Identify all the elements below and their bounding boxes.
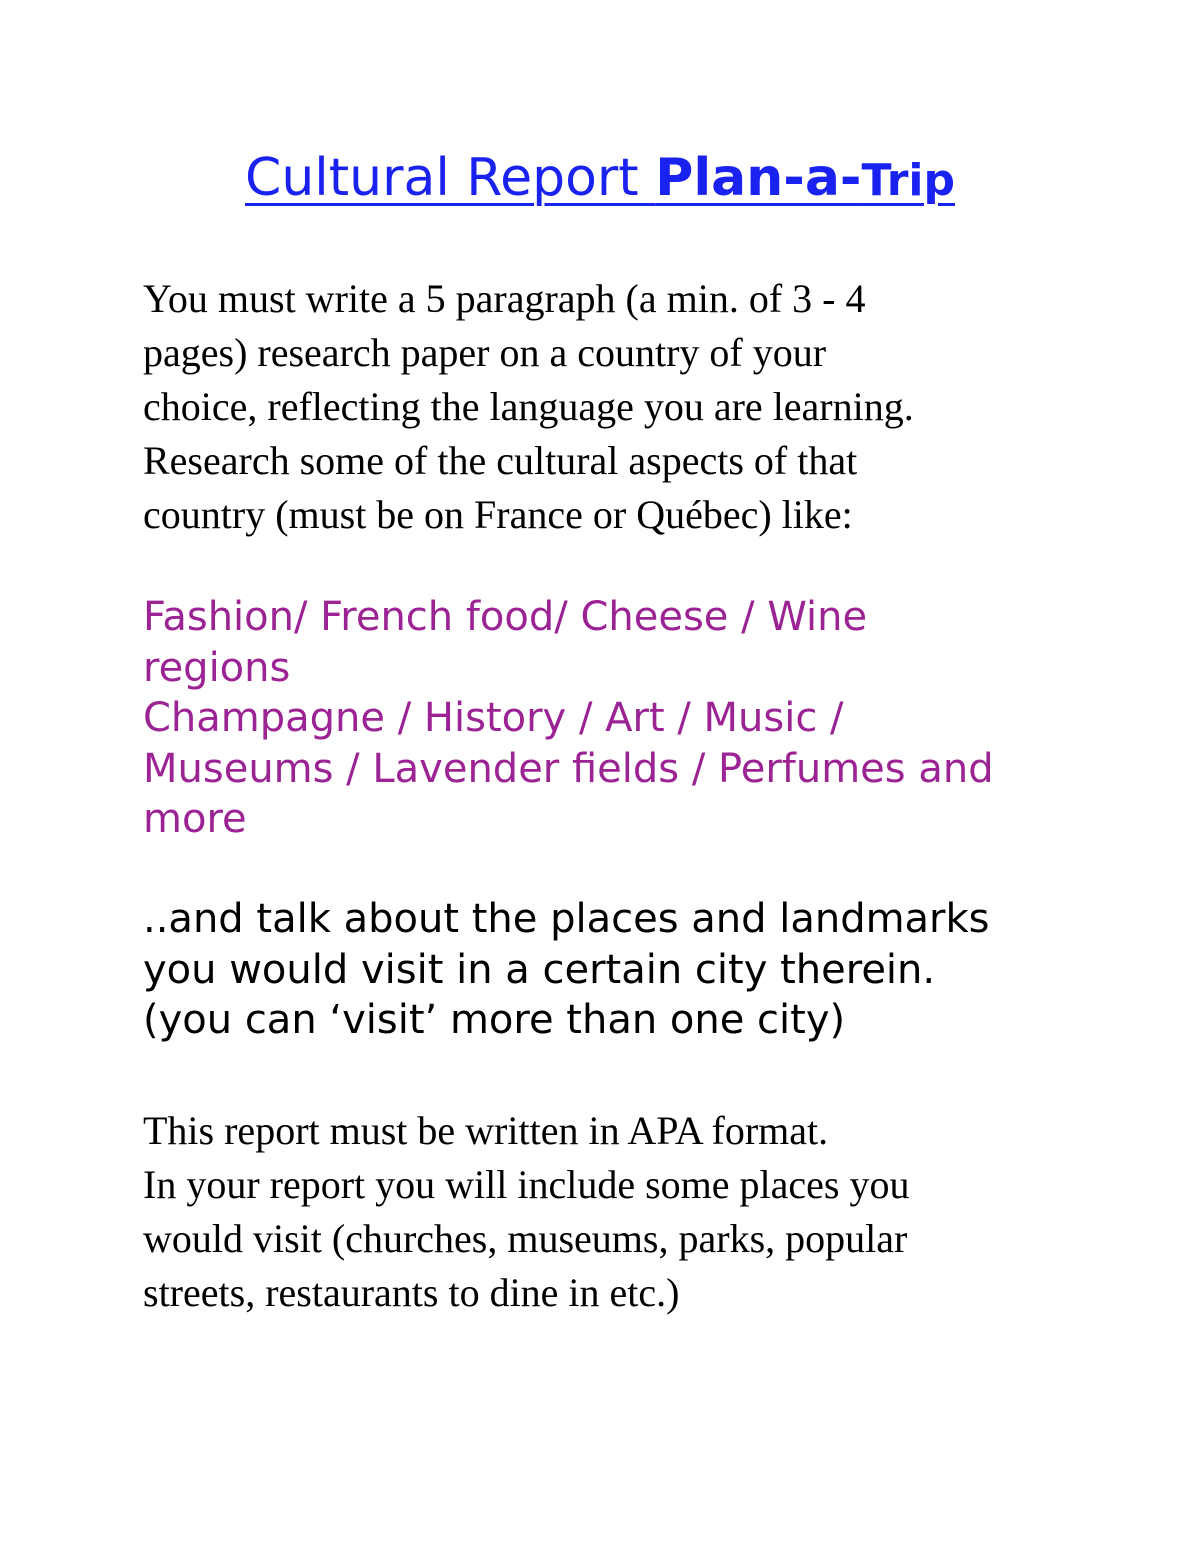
- requirements-line: In your report you will include some places you: [143, 1162, 910, 1207]
- topics-line: Fashion/ French food/ Cheese / Wine: [143, 594, 868, 640]
- topics-line: more: [143, 796, 247, 842]
- title-part-bold-small: Trip: [861, 155, 955, 206]
- places-line: ..and talk about the places and landmarks: [143, 896, 990, 942]
- topics-list: [143, 592, 1103, 845]
- topics-line: Champagne / History / Art / Music /: [143, 695, 844, 741]
- requirements-line: This report must be written in APA format.: [143, 1108, 829, 1153]
- title-part-regular: Cultural Report: [245, 148, 656, 208]
- intro-line: pages) research paper on a country of your: [143, 330, 827, 375]
- intro-line: Research some of the cultural aspects of that: [143, 438, 858, 483]
- intro-line: country (must be on France or Québec) like:: [143, 492, 853, 537]
- requirements-paragraph: [143, 1104, 1073, 1320]
- intro-line: You must write a 5 paragraph (a min. of 3 - 4: [143, 276, 866, 321]
- requirements-line: would visit (churches, museums, parks, popular: [143, 1216, 908, 1261]
- topics-line: Museums / Lavender fields / Perfumes and: [143, 745, 994, 792]
- places-line: (you can ‘visit’ more than one city): [143, 997, 846, 1043]
- places-line: you would visit in a certain city therein.: [143, 946, 936, 993]
- title-part-bold: Plan-a-: [655, 148, 862, 208]
- intro-paragraph: [143, 272, 1073, 542]
- page-title: [0, 143, 1200, 216]
- topics-line: regions: [143, 644, 291, 691]
- places-paragraph: [143, 894, 1103, 1046]
- intro-line: choice, reflecting the language you are learning.: [143, 384, 914, 429]
- requirements-line: streets, restaurants to dine in etc.): [143, 1270, 680, 1315]
